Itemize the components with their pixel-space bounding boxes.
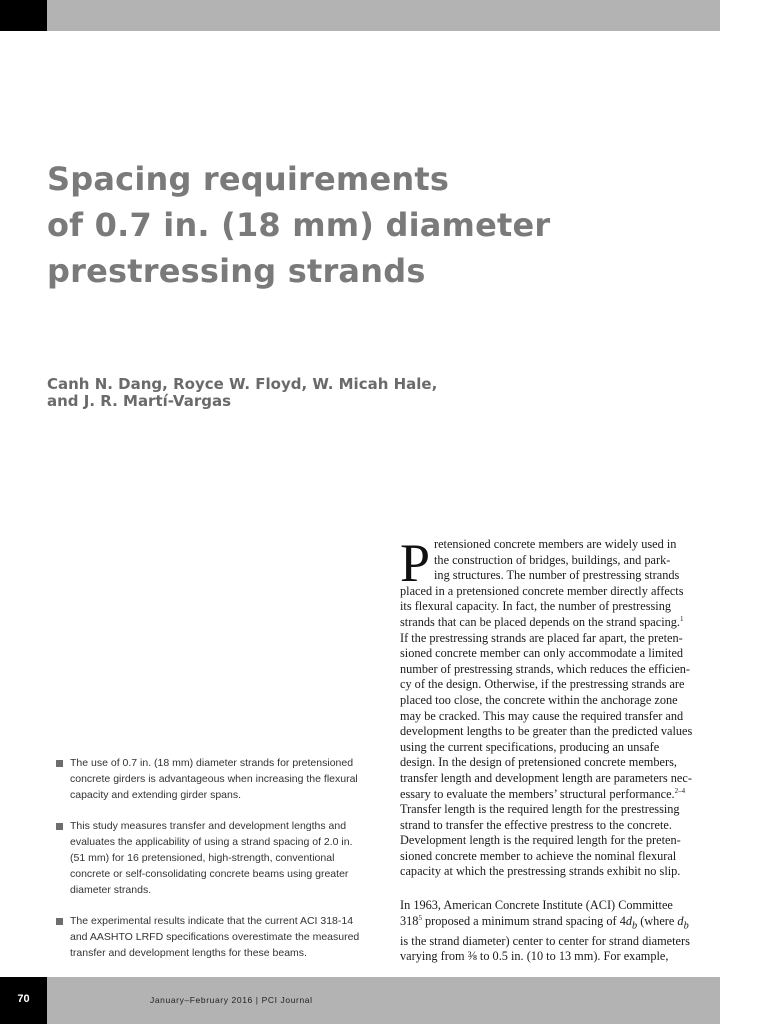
body-text: (where (637, 913, 678, 928)
body-text: 318 (400, 913, 419, 928)
math-symbol: d (677, 913, 684, 928)
body-line: using the current specifications, producing an unsafe (400, 739, 660, 754)
key-point-line: The experimental results indicate that the current ACI 318-14 (70, 915, 354, 928)
citation: 2–4 (674, 786, 686, 795)
body-line: sioned concrete member can only accommodate a limited (400, 646, 684, 661)
author-line: and J. R. Martí-Vargas (47, 392, 231, 410)
body-line: In 1963, American Concrete Institute (ACI) Committee (400, 898, 673, 912)
body-line: placed in a pretensioned concrete member directly affects (400, 583, 684, 598)
title-line: Spacing requirements (47, 160, 450, 198)
author-list (47, 376, 607, 410)
body-line: Transfer length is the required length for the prestressing (400, 802, 680, 817)
body-text: strands that can be placed depends on the strand spacing. (400, 614, 681, 629)
page-footer (0, 977, 768, 1024)
body-line: placed too close, the concrete within the anchorage zone (400, 692, 678, 707)
body-line: number of prestressing strands, which reduces the efficien- (400, 661, 691, 676)
body-line: cy of the design. Otherwise, if the prestressing strands are (400, 677, 685, 692)
citation: 5 (418, 913, 422, 922)
body-paragraph-2 (400, 898, 690, 965)
key-point-line: diameter strands. (70, 883, 152, 896)
body-line: strand to transfer the effective prestress to the concrete. (400, 817, 672, 832)
body-line: its flexural capacity. In fact, the number of prestressing (400, 599, 671, 614)
key-point-line: evaluates the applicability of using a strand spacing of 2.0 in. (70, 836, 353, 849)
bullet-square-icon (56, 760, 63, 767)
body-line: ing structures. The number of prestressing strands (434, 568, 680, 583)
body-line (400, 787, 716, 803)
key-point-line: (51 mm) for 16 pretensioned, high-strength, conventional (70, 851, 335, 864)
page-number: 70 (17, 993, 30, 1005)
math-subscript: b (683, 920, 689, 932)
author-line: Canh N. Dang, Royce W. Floyd, W. Micah Hale, (47, 375, 438, 393)
body-line: retensioned concrete members are widely used in (434, 537, 677, 551)
key-point-line: concrete girders is advantageous when increasing the flexural (70, 772, 358, 785)
key-point (56, 819, 366, 898)
header-black-tab (0, 0, 47, 31)
body-line: If the prestressing strands are placed far apart, the preten- (400, 630, 683, 645)
body-line: capacity at which the prestressing strands exhibit no slip. (400, 864, 681, 879)
article-title (47, 156, 707, 294)
body-line: varying from ⅜ to 0.5 in. (10 to 13 mm). For example, (400, 949, 669, 964)
key-point (56, 756, 366, 803)
body-line: Development length is the required length for the preten- (400, 833, 681, 848)
key-point-line: capacity and extending girder spans. (70, 788, 242, 801)
title-line: prestressing strands (47, 252, 426, 290)
body-line: transfer length and development length are parameters nec- (400, 770, 692, 785)
key-point-line: concrete or self-consolidating concrete beams using greater (70, 867, 349, 880)
body-line: the construction of bridges, buildings, and park- (434, 552, 671, 567)
footer-gray-band (47, 977, 720, 1024)
title-line: of 0.7 in. (18 mm) diameter (47, 206, 551, 244)
drop-cap: P (400, 533, 431, 593)
body-line: is the strand diameter) center to center for strand diameters (400, 933, 690, 948)
bullet-square-icon (56, 918, 63, 925)
journal-info: January–February 2016 | PCI Journal (150, 995, 313, 1005)
citation: 1 (680, 614, 684, 623)
header-gray-band (47, 0, 720, 31)
bullet-square-icon (56, 823, 63, 830)
body-line: development lengths to be greater than the predicted values (400, 724, 693, 739)
key-point-line: and AASHTO LRFD specifications overestimate the measured (70, 931, 360, 944)
body-line (400, 914, 690, 934)
body-line (400, 615, 716, 631)
body-line: may be cracked. This may cause the required transfer and (400, 708, 684, 723)
math-symbol: d (625, 913, 632, 928)
key-point-line: The use of 0.7 in. (18 mm) diameter strands for pretensioned (70, 757, 354, 769)
body-line: sioned concrete member to achieve the nominal flexural (400, 848, 677, 863)
body-text: proposed a minimum strand spacing of 4 (421, 913, 626, 928)
math-subscript: b (632, 920, 638, 932)
body-column (400, 533, 716, 964)
key-points-list (56, 756, 366, 978)
body-text: essary to evaluate the members’ structural performance. (400, 786, 675, 801)
body-line: design. In the design of pretensioned concrete members, (400, 755, 677, 770)
key-point-line: transfer and development lengths for these beams. (70, 946, 307, 959)
key-point-line: This study measures transfer and development lengths and (70, 820, 347, 833)
body-paragraph-1 (400, 533, 716, 880)
key-point (56, 914, 366, 961)
